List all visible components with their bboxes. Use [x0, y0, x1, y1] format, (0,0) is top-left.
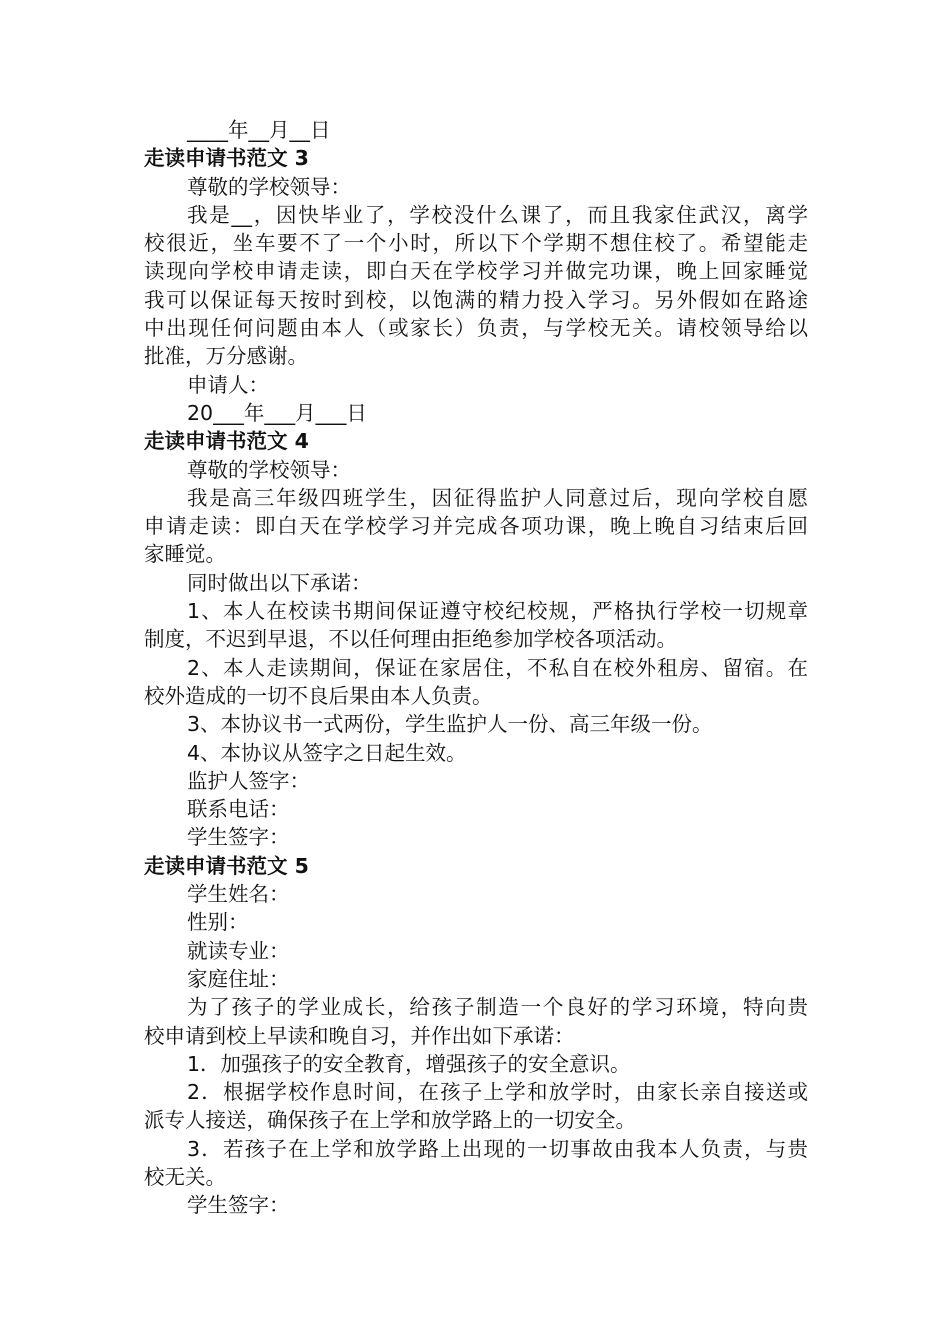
- promise-item-line: 制度，不迟到早退，不以任何理由拒绝参加学校各项活动。: [144, 627, 677, 652]
- section-heading-3: 走读申请书范文 3: [144, 146, 309, 171]
- paragraph-line: 为了孩子的学业成长，给孩子制造一个良好的学习环境，特向贵: [187, 995, 808, 1020]
- section-heading-5: 走读申请书范文 5: [144, 853, 309, 878]
- student-name-label: 学生姓名：: [187, 882, 290, 907]
- promise-item-line: 2、本人走读期间，保证在家居住，不私自在校外租房、留宿。在: [187, 655, 808, 680]
- guardian-signature-label: 监护人签字：: [187, 768, 310, 793]
- promise-item: 1．加强孩子的安全教育，增强孩子的安全意识。: [187, 1051, 631, 1076]
- promise-item-line: 校外造成的一切不良后果由本人负责。: [144, 683, 493, 708]
- date-line: 20___年___月___日: [187, 400, 367, 425]
- promise-item: 3、本协议书一式两份，学生监护人一份、高三年级一份。: [187, 712, 713, 737]
- address-label: 家庭住址：: [187, 966, 290, 991]
- major-label: 就读专业：: [187, 938, 290, 963]
- paragraph-line: 我是高三年级四班学生，因征得监护人同意过后，现向学校自愿: [187, 485, 808, 510]
- promise-item-line: 校无关。: [144, 1164, 226, 1189]
- phone-label: 联系电话：: [187, 797, 290, 822]
- date-line: ____年__月__日: [187, 118, 331, 142]
- salutation: 尊敬的学校领导：: [187, 174, 351, 199]
- paragraph-line: 读现向学校申请走读，即白天在学校学习并做完功课，晚上回家睡觉: [144, 259, 808, 284]
- gender-label: 性别：: [187, 910, 249, 935]
- student-signature-label: 学生签字：: [187, 825, 290, 850]
- promise-item: 4、本协议从签字之日起生效。: [187, 740, 467, 765]
- applicant-label: 申请人：: [187, 372, 269, 397]
- salutation: 尊敬的学校领导：: [187, 457, 351, 482]
- student-signature-label: 学生签字：: [187, 1193, 290, 1218]
- promise-item-line: 1、本人在校读书期间保证遵守校纪校规，严格执行学校一切规章: [187, 599, 808, 624]
- section-heading-4: 走读申请书范文 4: [144, 429, 309, 454]
- paragraph-line: 中出现任何问题由本人（或家长）负责，与学校无关。请校领导给以: [144, 316, 808, 341]
- promise-item-line: 3．若孩子在上学和放学路上出现的一切事故由我本人负责，与贵: [187, 1136, 808, 1161]
- promise-item-line: 2．根据学校作息时间，在孩子上学和放学时，由家长亲自接送或: [187, 1080, 808, 1105]
- paragraph-line: 家睡觉。: [144, 542, 226, 567]
- promise-item-line: 派专人接送，确保孩子在上学和放学路上的一切安全。: [144, 1108, 636, 1133]
- paragraph-line: 我可以保证每天按时到校，以饱满的精力投入学习。另外假如在路途: [144, 287, 808, 312]
- document-page: [144, 116, 808, 1220]
- paragraph-line: 批准，万分感谢。: [144, 344, 308, 369]
- paragraph-line: 申请走读：即白天在学校学习并完成各项功课，晚上晚自习结束后回: [144, 514, 808, 539]
- paragraph-line: 校申请到校上早读和晚自习，并作出如下承诺：: [144, 1023, 575, 1048]
- promise-intro: 同时做出以下承诺：: [187, 570, 372, 595]
- paragraph-line: 校很近，坐车要不了一个小时，所以下个学期不想住校了。希望能走: [144, 231, 808, 256]
- paragraph-line: 我是__，因快毕业了，学校没什么课了，而且我家住武汉，离学: [187, 202, 808, 227]
